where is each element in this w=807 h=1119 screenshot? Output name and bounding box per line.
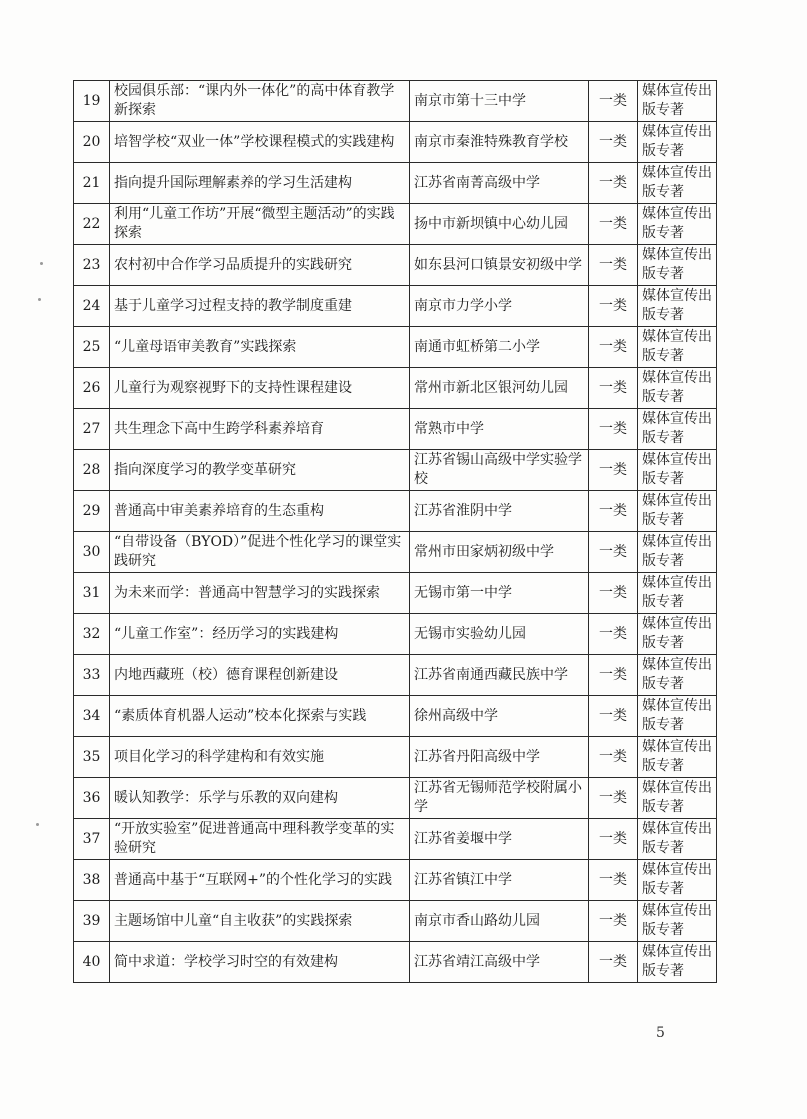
result-type-cell: 媒体宣传出版专著 [638,368,717,409]
row-number-cell: 19 [74,81,110,122]
school-name-cell: 常熟市中学 [410,409,589,450]
result-type-cell: 媒体宣传出版专著 [638,819,717,860]
school-name-cell: 如东县河口镇景安初级中学 [410,245,589,286]
award-level-cell: 一类 [589,450,638,491]
row-number-cell: 35 [74,737,110,778]
school-name-cell: 扬中市新坝镇中心幼儿园 [410,204,589,245]
award-level-cell: 一类 [589,327,638,368]
award-level-cell: 一类 [589,163,638,204]
table-row [74,614,717,655]
project-title-cell: 儿童行为观察视野下的支持性课程建设 [110,368,410,409]
table-row [74,245,717,286]
table-row [74,901,717,942]
table-row [74,327,717,368]
row-number-cell: 32 [74,614,110,655]
row-number-cell: 28 [74,450,110,491]
row-number-cell: 39 [74,901,110,942]
award-level-cell: 一类 [589,860,638,901]
school-name-cell: 南京市香山路幼儿园 [410,901,589,942]
row-number-cell: 29 [74,491,110,532]
award-level-cell: 一类 [589,245,638,286]
award-level-cell: 一类 [589,942,638,983]
project-title-cell: 基于儿童学习过程支持的教学制度重建 [110,286,410,327]
result-type-cell: 媒体宣传出版专著 [638,778,717,819]
school-name-cell: 江苏省靖江高级中学 [410,942,589,983]
project-title-cell: 为未来而学：普通高中智慧学习的实践探索 [110,573,410,614]
row-number-cell: 21 [74,163,110,204]
school-name-cell: 江苏省无锡师范学校附属小学 [410,778,589,819]
table-row [74,532,717,573]
school-name-cell: 南京市秦淮特殊教育学校 [410,122,589,163]
award-level-cell: 一类 [589,122,638,163]
project-title-cell: 利用“儿童工作坊”开展“微型主题活动”的实践探索 [110,204,410,245]
school-name-cell: 常州市田家炳初级中学 [410,532,589,573]
table-row [74,860,717,901]
school-name-cell: 江苏省镇江中学 [410,860,589,901]
row-number-cell: 31 [74,573,110,614]
school-name-cell: 南京市力学小学 [410,286,589,327]
table-row [74,409,717,450]
scan-speck [40,262,43,265]
result-type-cell: 媒体宣传出版专著 [638,491,717,532]
table-row [74,491,717,532]
table-row [74,655,717,696]
table-row [74,778,717,819]
result-type-cell: 媒体宣传出版专著 [638,532,717,573]
table-row [74,573,717,614]
table-row [74,163,717,204]
row-number-cell: 26 [74,368,110,409]
result-type-cell: 媒体宣传出版专著 [638,573,717,614]
school-name-cell: 无锡市实验幼儿园 [410,614,589,655]
result-type-cell: 媒体宣传出版专著 [638,286,717,327]
table-row [74,368,717,409]
award-level-cell: 一类 [589,81,638,122]
row-number-cell: 40 [74,942,110,983]
project-title-cell: 普通高中审美素养培育的生态重构 [110,491,410,532]
table-row [74,122,717,163]
project-title-cell: 简中求道：学校学习时空的有效建构 [110,942,410,983]
row-number-cell: 38 [74,860,110,901]
school-name-cell: 无锡市第一中学 [410,573,589,614]
table-row [74,819,717,860]
project-title-cell: 暖认知教学：乐学与乐教的双向建构 [110,778,410,819]
row-number-cell: 36 [74,778,110,819]
project-title-cell: “素质体育机器人运动”校本化探索与实践 [110,696,410,737]
scan-speck [36,823,39,826]
project-title-cell: 内地西藏班（校）德育课程创新建设 [110,655,410,696]
table-row [74,286,717,327]
row-number-cell: 22 [74,204,110,245]
award-level-cell: 一类 [589,409,638,450]
award-level-cell: 一类 [589,204,638,245]
award-level-cell: 一类 [589,737,638,778]
table-row [74,942,717,983]
row-number-cell: 25 [74,327,110,368]
result-type-cell: 媒体宣传出版专著 [638,450,717,491]
row-number-cell: 20 [74,122,110,163]
school-name-cell: 江苏省淮阴中学 [410,491,589,532]
school-name-cell: 江苏省姜堰中学 [410,819,589,860]
school-name-cell: 南京市第十三中学 [410,81,589,122]
project-title-cell: 校园俱乐部：“课内外一体化”的高中体育教学新探索 [110,81,410,122]
award-level-cell: 一类 [589,573,638,614]
project-title-cell: “儿童母语审美教育”实践探索 [110,327,410,368]
school-name-cell: 江苏省丹阳高级中学 [410,737,589,778]
result-type-cell: 媒体宣传出版专著 [638,122,717,163]
result-type-cell: 媒体宣传出版专著 [638,737,717,778]
result-type-cell: 媒体宣传出版专著 [638,614,717,655]
project-title-cell: “开放实验室”促进普通高中理科教学变革的实验研究 [110,819,410,860]
row-number-cell: 34 [74,696,110,737]
award-table-body [74,81,717,983]
award-level-cell: 一类 [589,901,638,942]
project-title-cell: 共生理念下高中生跨学科素养培育 [110,409,410,450]
project-title-cell: 指向提升国际理解素养的学习生活建构 [110,163,410,204]
project-title-cell: 农村初中合作学习品质提升的实践研究 [110,245,410,286]
project-title-cell: 项目化学习的科学建构和有效实施 [110,737,410,778]
result-type-cell: 媒体宣传出版专著 [638,204,717,245]
row-number-cell: 30 [74,532,110,573]
award-level-cell: 一类 [589,778,638,819]
result-type-cell: 媒体宣传出版专著 [638,942,717,983]
project-title-cell: 培智学校“双业一体”学校课程模式的实践建构 [110,122,410,163]
result-type-cell: 媒体宣传出版专著 [638,163,717,204]
project-title-cell: 普通高中基于“互联网+”的个性化学习的实践 [110,860,410,901]
award-level-cell: 一类 [589,368,638,409]
page-number: 5 [656,1025,665,1041]
result-type-cell: 媒体宣传出版专著 [638,901,717,942]
scan-speck [38,298,41,301]
table-row [74,81,717,122]
award-level-cell: 一类 [589,491,638,532]
result-type-cell: 媒体宣传出版专著 [638,860,717,901]
school-name-cell: 南通市虹桥第二小学 [410,327,589,368]
table-row [74,737,717,778]
result-type-cell: 媒体宣传出版专著 [638,81,717,122]
project-title-cell: 指向深度学习的教学变革研究 [110,450,410,491]
project-title-cell: “儿童工作室”：经历学习的实践建构 [110,614,410,655]
result-type-cell: 媒体宣传出版专著 [638,245,717,286]
school-name-cell: 江苏省南通西藏民族中学 [410,655,589,696]
school-name-cell: 江苏省锡山高级中学实验学校 [410,450,589,491]
school-name-cell: 徐州高级中学 [410,696,589,737]
row-number-cell: 23 [74,245,110,286]
result-type-cell: 媒体宣传出版专著 [638,327,717,368]
school-name-cell: 江苏省南菁高级中学 [410,163,589,204]
result-type-cell: 媒体宣传出版专著 [638,655,717,696]
award-level-cell: 一类 [589,614,638,655]
award-level-cell: 一类 [589,655,638,696]
award-level-cell: 一类 [589,819,638,860]
row-number-cell: 37 [74,819,110,860]
award-level-cell: 一类 [589,696,638,737]
table-row [74,450,717,491]
table-row [74,696,717,737]
award-table [73,80,717,983]
award-level-cell: 一类 [589,532,638,573]
row-number-cell: 33 [74,655,110,696]
project-title-cell: “自带设备（BYOD）”促进个性化学习的课堂实践研究 [110,532,410,573]
table-row [74,204,717,245]
project-title-cell: 主题场馆中儿童“自主收获”的实践探索 [110,901,410,942]
school-name-cell: 常州市新北区银河幼儿园 [410,368,589,409]
result-type-cell: 媒体宣传出版专著 [638,409,717,450]
row-number-cell: 27 [74,409,110,450]
award-level-cell: 一类 [589,286,638,327]
result-type-cell: 媒体宣传出版专著 [638,696,717,737]
row-number-cell: 24 [74,286,110,327]
